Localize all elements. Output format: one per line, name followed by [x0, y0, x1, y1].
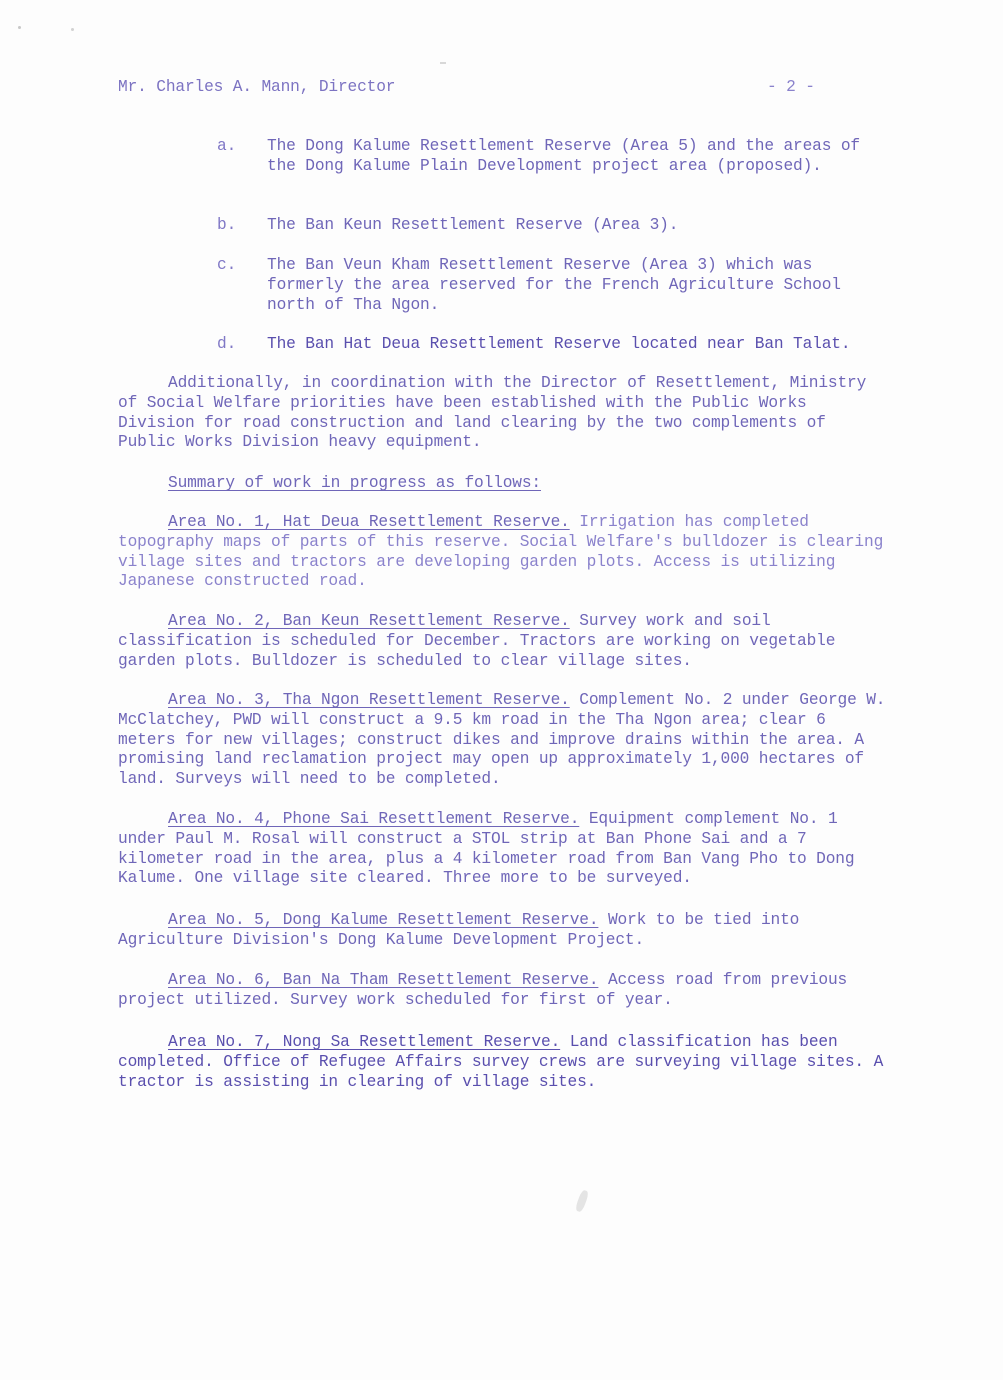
area-paragraph-5 — [118, 911, 888, 951]
area-body: Access road from previous project utilized. Survey work scheduled for first of year. — [118, 971, 848, 1009]
area-title: Area No. 3, Tha Ngon Resettlement Reserve. — [168, 691, 570, 709]
area-body: Equipment complement No. 1 under Paul M. Rosal will construct a STOL strip at Ban Phone Sai and a 7 kilometer road in the area, plus a 4 kilometer road from Ban Vang Pho to Dong Kalume. One village site cleared. Three more to be surveyed. — [118, 810, 855, 888]
area-paragraph-4 — [118, 810, 888, 889]
list-letter: c. — [217, 256, 237, 274]
summary-heading: Summary of work in progress as follows: — [168, 474, 541, 492]
area-paragraph-1 — [118, 513, 888, 592]
page-number: - 2 - — [767, 78, 815, 96]
area-body: Work to be tied into Agriculture Division's Dong Kalume Development Project. — [118, 911, 800, 949]
paper-speck — [18, 26, 21, 29]
area-title: Area No. 2, Ban Keun Resettlement Reserve. — [168, 612, 570, 630]
area-body: Survey work and soil classification is scheduled for December. Tractors are working on vegetable garden plots. Bulldozer is scheduled to clear village sites. — [118, 612, 836, 670]
paragraph-text: Additionally, in coordination with the Director of Resettlement, Ministry of Social Welfare priorities have been established with the Public Works Division for road construction and land clearing by the two complements of Public Works Division heavy equipment. — [118, 374, 867, 452]
area-title: Area No. 4, Phone Sai Resettlement Reserve. — [168, 810, 580, 828]
area-title: Area No. 5, Dong Kalume Resettlement Reserve. — [168, 911, 599, 929]
list-letter: b. — [217, 216, 237, 234]
addressee-header: Mr. Charles A. Mann, Director — [118, 78, 396, 96]
area-body: Complement No. 2 under George W. McClatchey, PWD will construct a 9.5 km road in the Tha Ngon area; clear 6 meters for new villages; construct dikes and improve drains within the area. A promising land reclamation project may open up approximately 1,000 hectares of land. Surveys will need to be completed. — [118, 691, 886, 789]
area-paragraph-3 — [118, 691, 888, 790]
area-paragraph-2 — [118, 612, 888, 671]
paper-speck — [71, 28, 74, 31]
area-title: Area No. 7, Nong Sa Resettlement Reserve. — [168, 1033, 561, 1051]
additionally-paragraph — [118, 374, 888, 453]
area-body: Land classification has been completed. Office of Refugee Affairs survey crews are surveying village sites. A tractor is assisting in clearing of village sites. — [118, 1033, 884, 1091]
list-letter: a. — [217, 137, 237, 155]
list-letter: d. — [217, 335, 237, 353]
area-title: Area No. 6, Ban Na Tham Resettlement Reserve. — [168, 971, 599, 989]
area-title: Area No. 1, Hat Deua Resettlement Reserve. — [168, 513, 570, 531]
area-paragraph-7 — [118, 1033, 888, 1092]
list-text: The Ban Veun Kham Resettlement Reserve (Area 3) which was formerly the area reserved for the French Agriculture School north of Tha Ngon. — [267, 256, 841, 314]
list-text: The Ban Keun Resettlement Reserve (Area 3). — [267, 216, 679, 234]
list-text: The Ban Hat Deua Resettlement Reserve located near Ban Talat. — [267, 335, 851, 353]
area-body: Irrigation has completed topography maps of parts of this reserve. Social Welfare's bulldozer is clearing village sites and tractors are developing garden plots. Access is utilizing Japanese constructed road. — [118, 513, 884, 591]
paper-speck — [574, 1189, 589, 1212]
list-text: The Dong Kalume Resettlement Reserve (Area 5) and the areas of the Dong Kalume Plain Development project area (proposed). — [267, 137, 860, 175]
area-paragraph-6 — [118, 971, 888, 1011]
paper-speck — [440, 62, 446, 64]
